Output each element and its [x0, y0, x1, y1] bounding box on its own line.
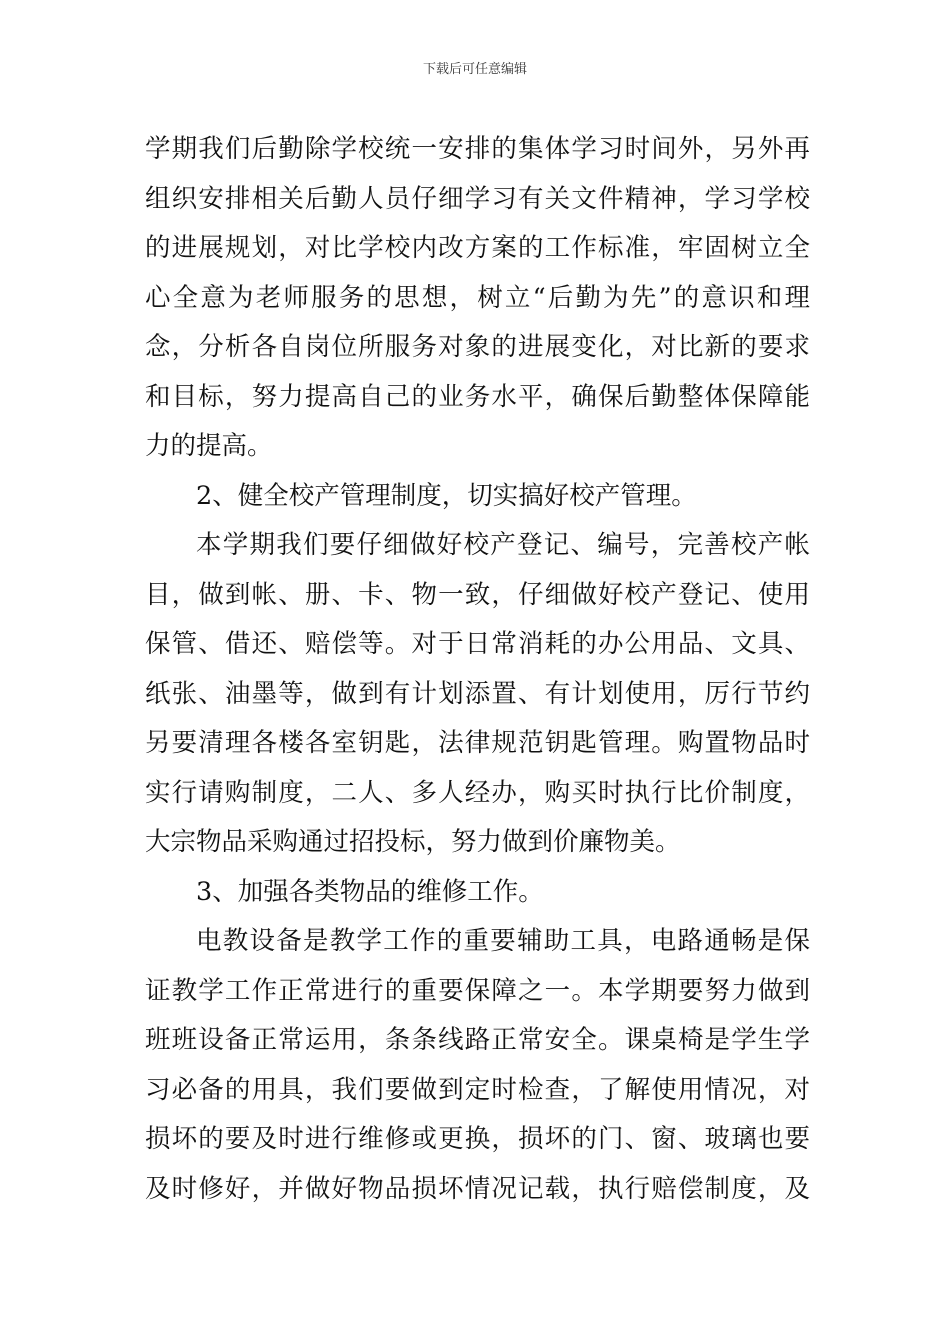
text-line: 的进展规划，对比学校内改方案的工作标准，牢固树立全 — [145, 233, 810, 263]
text-line: 目，做到帐、册、卡、物一致，仔细做好校产登记、使用 — [145, 579, 810, 610]
page-header: 下载后可任意编辑 — [422, 62, 527, 77]
text-line: 及时修好，并做好物品损坏情况记载，执行赔偿制度，及 — [145, 1173, 810, 1204]
text-line: 另要清理各楼各室钥匙，法律规范钥匙管理。购置物品时 — [145, 728, 810, 758]
text-line: 心全意为老师服务的思想，树立“后勤为先”的意识和理 — [145, 282, 810, 313]
text-line: 和目标，努力提高自己的业务水平，确保后勤整体保障能 — [145, 381, 810, 412]
text-line: 组织安排相关后勤人员仔细学习有关文件精神，学习学校 — [145, 183, 810, 214]
text-line: 力的提高。 — [145, 431, 273, 461]
section-heading: 2、健全校产管理制度，切实搞好校产管理。 — [196, 480, 697, 511]
text-line: 班班设备正常运用，条条线路正常安全。课桌椅是学生学 — [145, 1025, 810, 1055]
text-line: 纸张、油墨等，做到有计划添置、有计划使用，厉行节约 — [145, 678, 810, 709]
text-line: 本学期我们要仔细做好校产登记、编号，完善校产帐 — [196, 530, 810, 560]
text-line: 电教设备是教学工作的重要辅助工具，电路通畅是保 — [196, 926, 810, 956]
document-body — [145, 125, 810, 1214]
text-line: 保管、借还、赔偿等。对于日常消耗的办公用品、文具、 — [145, 629, 810, 659]
text-line: 证教学工作正常进行的重要保障之一。本学期要努力做到 — [145, 975, 810, 1006]
text-line: 念，分析各自岗位所服务对象的进展变化，对比新的要求 — [145, 332, 810, 362]
text-line: 习必备的用具，我们要做到定时检查，了解使用情况，对 — [145, 1074, 810, 1105]
section-heading: 3、加强各类物品的维修工作。 — [196, 876, 544, 907]
text-line: 大宗物品采购通过招投标，努力做到价廉物美。 — [145, 827, 681, 857]
text-line: 实行请购制度，二人、多人经办，购买时执行比价制度， — [145, 777, 810, 808]
text-line: 损坏的要及时进行维修或更换，损坏的门、窗、玻璃也要 — [145, 1124, 810, 1154]
text-line: 学期我们后勤除学校统一安排的集体学习时间外，另外再 — [145, 134, 810, 164]
